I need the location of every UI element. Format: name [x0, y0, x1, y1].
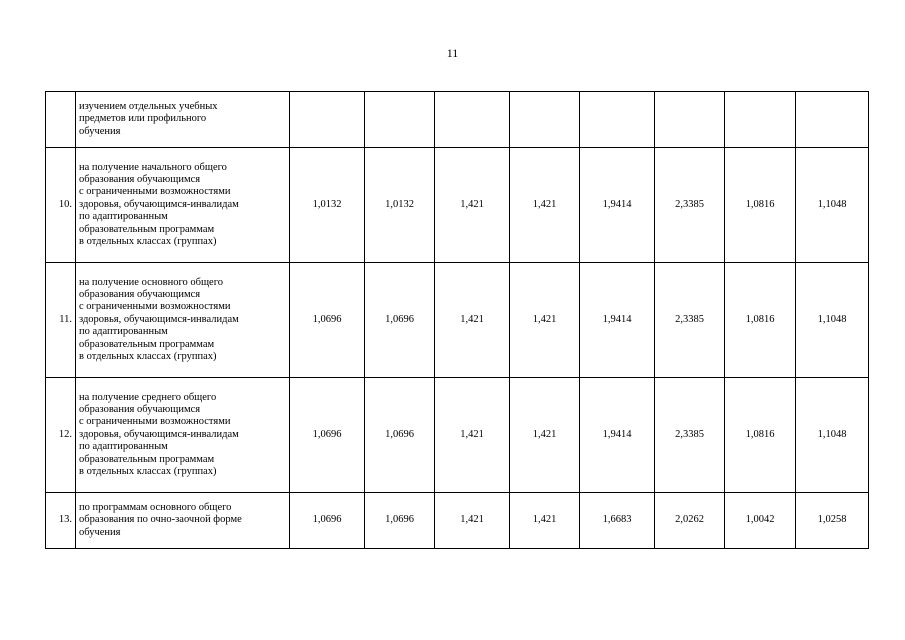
value-cell: 1,0132 — [365, 148, 435, 263]
row-number — [46, 92, 76, 148]
value-cell: 1,0696 — [365, 263, 435, 378]
row-number: 10. — [46, 148, 76, 263]
row-description: на получение среднего общего образования обучающимся с ограниченными возможностями здоровья, обучающимся-инвалидам по адаптированным образовательным программам в отдельных классах (группах) — [76, 378, 290, 493]
table-row — [46, 148, 869, 263]
value-cell: 2,0262 — [655, 493, 725, 549]
value-cell — [655, 92, 725, 148]
value-cell: 1,0696 — [365, 493, 435, 549]
value-cell: 1,0816 — [725, 148, 796, 263]
value-cell: 1,0696 — [290, 493, 365, 549]
value-cell: 1,421 — [435, 493, 510, 549]
value-cell — [290, 92, 365, 148]
table-row — [46, 493, 869, 549]
row-description: на получение начального общего образования обучающимся с ограниченными возможностями здоровья, обучающимся-инвалидам по адаптированным образовательным программам в отдельных классах (группах) — [76, 148, 290, 263]
table-row — [46, 263, 869, 378]
value-cell: 2,3385 — [655, 378, 725, 493]
value-cell — [725, 92, 796, 148]
value-cell — [435, 92, 510, 148]
table-row — [46, 378, 869, 493]
value-cell: 1,0132 — [290, 148, 365, 263]
value-cell — [510, 92, 580, 148]
value-cell: 1,9414 — [580, 378, 655, 493]
value-cell — [365, 92, 435, 148]
value-cell: 1,9414 — [580, 148, 655, 263]
value-cell: 1,0042 — [725, 493, 796, 549]
row-description: на получение основного общего образования обучающимся с ограниченными возможностями здоровья, обучающимся-инвалидам по адаптированным образовательным программам в отдельных классах (группах) — [76, 263, 290, 378]
value-cell — [796, 92, 869, 148]
row-number: 12. — [46, 378, 76, 493]
table-row — [46, 92, 869, 148]
value-cell: 1,421 — [435, 148, 510, 263]
value-cell: 1,0258 — [796, 493, 869, 549]
value-cell: 1,421 — [435, 263, 510, 378]
value-cell: 1,421 — [510, 378, 580, 493]
value-cell: 1,421 — [435, 378, 510, 493]
value-cell: 1,0696 — [365, 378, 435, 493]
value-cell — [580, 92, 655, 148]
value-cell: 1,0816 — [725, 263, 796, 378]
value-cell: 1,0696 — [290, 378, 365, 493]
value-cell: 1,0816 — [725, 378, 796, 493]
value-cell: 2,3385 — [655, 263, 725, 378]
value-cell: 1,421 — [510, 493, 580, 549]
value-cell: 2,3385 — [655, 148, 725, 263]
page-number: 11 — [446, 46, 459, 60]
value-cell: 1,421 — [510, 148, 580, 263]
value-cell: 1,0696 — [290, 263, 365, 378]
value-cell: 1,1048 — [796, 148, 869, 263]
coefficient-table — [45, 91, 869, 549]
value-cell: 1,6683 — [580, 493, 655, 549]
value-cell: 1,1048 — [796, 263, 869, 378]
row-description: изучением отдельных учебных предметов или профильного обучения — [76, 92, 290, 148]
value-cell: 1,9414 — [580, 263, 655, 378]
row-number: 13. — [46, 493, 76, 549]
value-cell: 1,1048 — [796, 378, 869, 493]
value-cell: 1,421 — [510, 263, 580, 378]
row-description: по программам основного общего образования по очно-заочной форме обучения — [76, 493, 290, 549]
row-number: 11. — [46, 263, 76, 378]
